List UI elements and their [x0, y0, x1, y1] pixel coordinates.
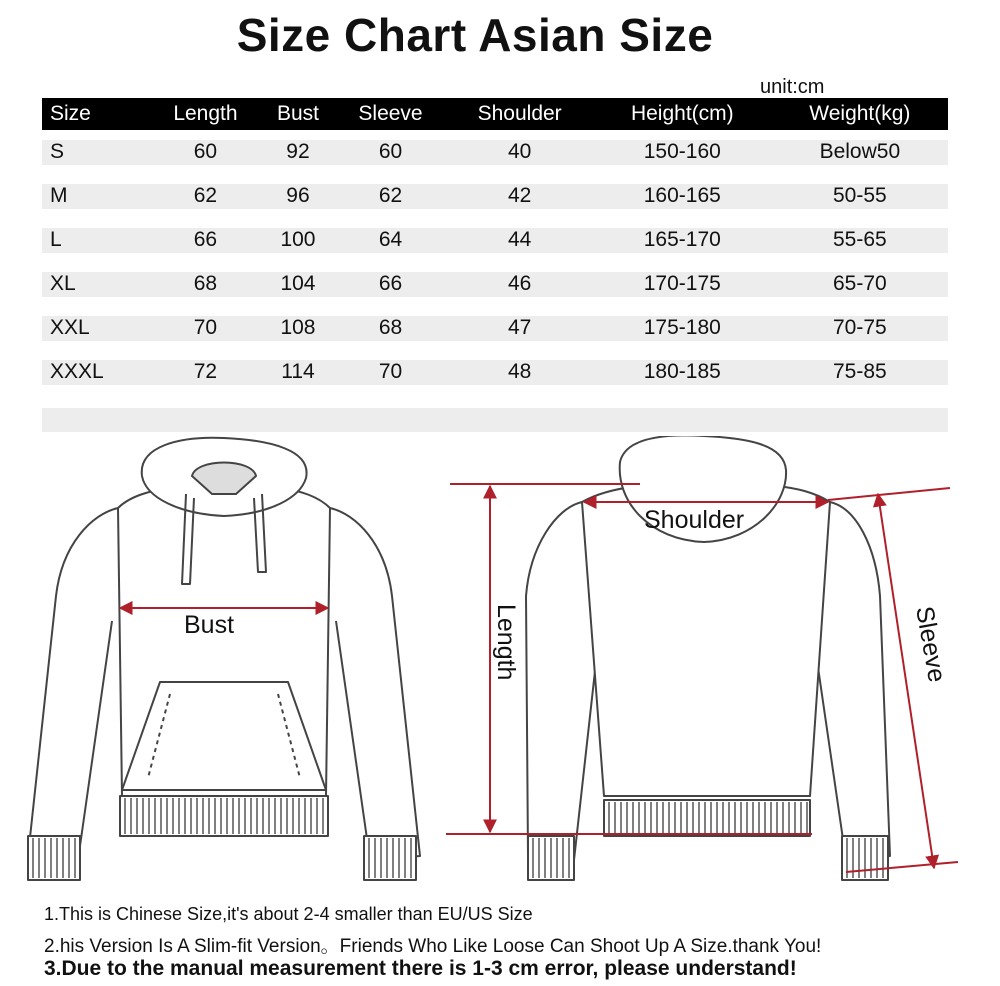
cell-sleeve: 66 [335, 262, 447, 306]
cell-height: 175-180 [593, 306, 772, 350]
header-shoulder: Shoulder [446, 98, 592, 130]
front-body [118, 488, 330, 796]
cell-length: 70 [149, 306, 261, 350]
cell-height: 160-165 [593, 174, 772, 218]
cell-bust: 108 [261, 306, 334, 350]
front-left-sleeve [28, 508, 118, 860]
page-title: Size Chart Asian Size [236, 9, 714, 61]
front-right-cuff [364, 836, 416, 880]
front-left-cuff [28, 836, 80, 880]
note-chinese-size: 1.This is Chinese Size,it's about 2-4 smaller than EU/US Size [44, 904, 533, 924]
cell-size: XXL [42, 306, 149, 350]
sleeve-top-guide [828, 488, 950, 500]
note-measurement-error: 3.Due to the manual measurement there is 1-3 cm error, please understand! [44, 957, 797, 980]
cell-bust: 100 [261, 218, 334, 262]
cell-length: 68 [149, 262, 261, 306]
cell-bust: 96 [261, 174, 334, 218]
cell-sleeve: 70 [335, 350, 447, 394]
table-row [42, 306, 948, 350]
cell-sleeve: 60 [335, 130, 447, 174]
cell-size: M [42, 174, 149, 218]
header-bust: Bust [261, 98, 334, 130]
front-right-sleeve [330, 508, 420, 860]
cell-size: L [42, 218, 149, 262]
cell-height: 180-185 [593, 350, 772, 394]
cell-bust: 92 [261, 130, 334, 174]
back-waistband [604, 800, 810, 836]
empty-table-band [42, 408, 948, 432]
cell-shoulder: 40 [446, 130, 592, 174]
cell-height: 165-170 [593, 218, 772, 262]
cell-size: XXXL [42, 350, 149, 394]
header-length: Length [149, 98, 261, 130]
hoodie-front [28, 438, 420, 880]
cell-shoulder: 46 [446, 262, 592, 306]
shoulder-label: Shoulder [644, 506, 745, 534]
cell-sleeve: 62 [335, 174, 447, 218]
table-row [42, 262, 948, 306]
header-height: Height(cm) [593, 98, 772, 130]
table-header-row [42, 98, 948, 130]
bust-label: Bust [184, 611, 235, 639]
hoodie-diagram [0, 436, 1000, 900]
cell-length: 60 [149, 130, 261, 174]
size-table [42, 98, 948, 394]
cell-bust: 104 [261, 262, 334, 306]
cell-length: 62 [149, 174, 261, 218]
cell-length: 66 [149, 218, 261, 262]
table-row [42, 130, 948, 174]
length-label: Length [492, 604, 520, 681]
cell-sleeve: 64 [335, 218, 447, 262]
table-row [42, 350, 948, 394]
table-row [42, 218, 948, 262]
cell-height: 150-160 [593, 130, 772, 174]
cell-weight: 70-75 [772, 306, 948, 350]
cell-weight: 65-70 [772, 262, 948, 306]
cell-bust: 114 [261, 350, 334, 394]
table-row [42, 174, 948, 218]
cell-shoulder: 47 [446, 306, 592, 350]
header-weight: Weight(kg) [772, 98, 948, 130]
unit-label: unit:cm [760, 76, 825, 98]
sleeve-label: Sleeve [910, 604, 951, 685]
header-sleeve: Sleeve [335, 98, 447, 130]
note-slim-fit: 2.his Version Is A Slim-fit Version。Friends Who Like Loose Can Shoot Up A Size.thank You! [44, 936, 822, 957]
cell-length: 72 [149, 350, 261, 394]
cell-weight: 50-55 [772, 174, 948, 218]
cell-shoulder: 48 [446, 350, 592, 394]
cell-shoulder: 42 [446, 174, 592, 218]
cell-size: S [42, 130, 149, 174]
front-waistband [120, 796, 328, 836]
header-size: Size [42, 98, 149, 130]
cell-weight: Below50 [772, 130, 948, 174]
cell-height: 170-175 [593, 262, 772, 306]
cell-shoulder: 44 [446, 218, 592, 262]
cell-size: XL [42, 262, 149, 306]
cell-weight: 75-85 [772, 350, 948, 394]
cell-sleeve: 68 [335, 306, 447, 350]
cell-weight: 55-65 [772, 218, 948, 262]
